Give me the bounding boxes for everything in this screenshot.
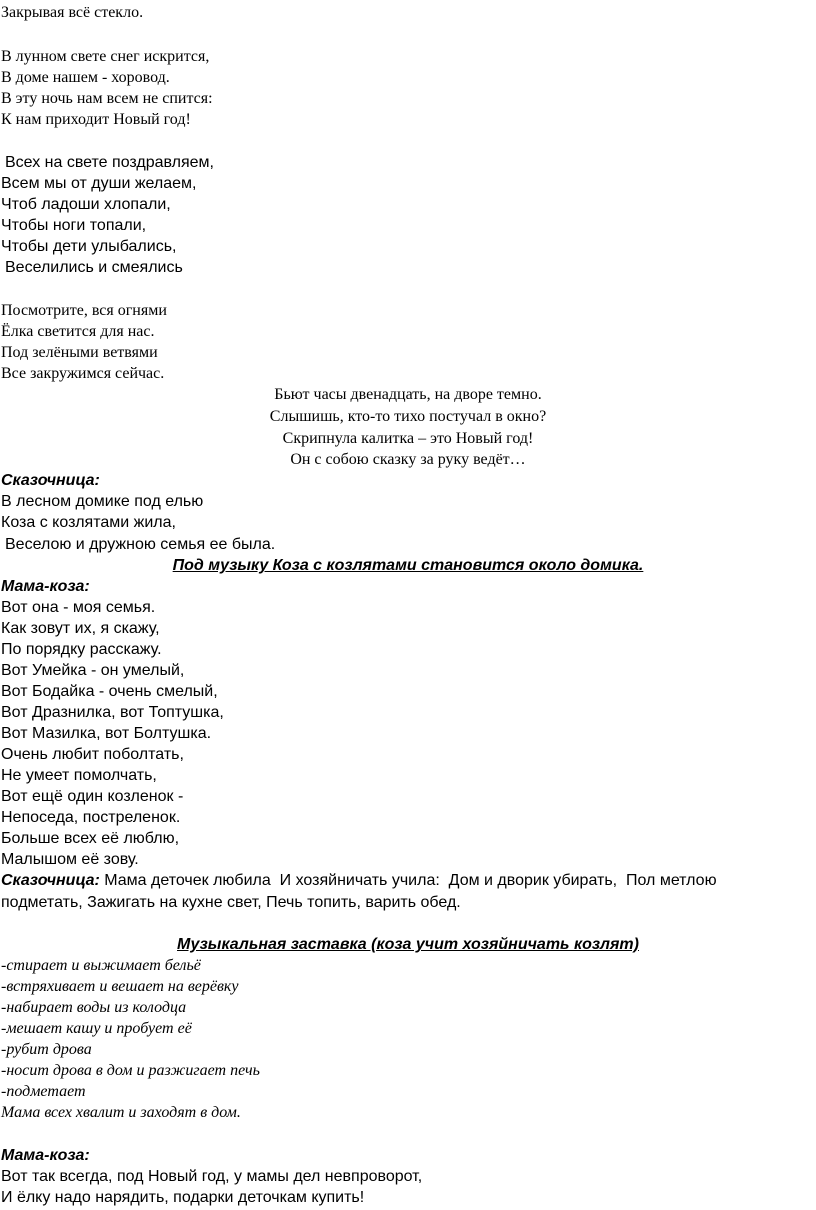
stanza1-line: В лунном свете снег искрится, (1, 48, 210, 65)
mama-goat-line: Как зовут их, я скажу, (1, 620, 160, 637)
stanza4-line: Бьют часы двенадцать, на дворе темно. (274, 386, 542, 403)
stanza2-line: Веселились и смеялись (5, 259, 183, 276)
interlude-action: -подметает (1, 1083, 86, 1100)
mama-goat-line: Не умеет помолчать, (1, 767, 157, 784)
stage-direction: Под музыку Коза с козлятами становится около домика. (172, 557, 644, 574)
stanza3-line: Ёлка светится для нас. (1, 323, 155, 340)
storyteller-line: Коза с козлятами жила, (1, 514, 176, 531)
stanza2-line: Всех на свете поздравляем, (5, 154, 214, 171)
mama-goat-line: Вот она - моя семья. (1, 599, 156, 616)
stanza2-line: Чтобы ноги топали, (1, 217, 147, 234)
mama-goat-line: Вот Дразнилка, вот Топтушка, (1, 704, 224, 721)
interlude-action: -стирает и выжимает бельё (1, 957, 201, 974)
mama-goat-line: Вот ещё один козленок - (1, 788, 184, 805)
mama-goat-line: И ёлку надо нарядить, подарки деточкам купить! (1, 1189, 365, 1206)
stanza4-line: Он с собою сказку за руку ведёт… (290, 451, 526, 468)
storyteller-text: Мама деточек любила И хозяйничать учила: Дом и дворик убирать, Пол метлою (99, 872, 717, 889)
speaker-label: Сказочница: (1, 872, 100, 889)
stanza3-line: Все закружимся сейчас. (1, 365, 165, 382)
stanza1-line: В эту ночь нам всем не спится: (1, 90, 213, 107)
opening-line: Закрывая всё стекло. (1, 4, 144, 21)
storyteller-line: Веселою и дружною семья ее была. (5, 536, 276, 553)
speaker-label: Сказочница: (1, 472, 100, 489)
mama-goat-line: Малышом её зову. (1, 851, 139, 868)
mama-goat-line: Вот так всегда, под Новый год, у мамы дел невпроворот, (1, 1168, 423, 1185)
stanza1-line: В доме нашем - хоровод. (1, 69, 170, 86)
interlude-title: Музыкальная заставка (коза учит хозяйничать козлят) (177, 936, 639, 953)
storyteller-paragraph-line1 (1, 870, 717, 891)
stanza4-line: Слышишь, кто-то тихо постучал в окно? (269, 408, 547, 425)
stanza2-line: Всем мы от души желаем, (1, 175, 197, 192)
stanza2-line: Чтобы дети улыбались, (1, 238, 177, 255)
mama-goat-line: Очень любит поболтать, (1, 746, 184, 763)
interlude-action: Мама всех хвалит и заходят в дом. (1, 1104, 241, 1121)
stanza4-line: Скрипнула калитка – это Новый год! (282, 430, 534, 447)
interlude-action: -набирает воды из колодца (1, 999, 187, 1016)
speaker-label: Мама-коза: (1, 578, 90, 595)
speaker-label: Мама-коза: (1, 1147, 90, 1164)
mama-goat-line: По порядку расскажу. (1, 641, 162, 658)
stanza3-line: Посмотрите, вся огнями (1, 302, 167, 319)
stanza2-line: Чтоб ладоши хлопали, (1, 196, 171, 213)
mama-goat-line: Вот Умейка - он умелый, (1, 662, 185, 679)
interlude-action: -рубит дрова (1, 1041, 92, 1058)
stanza1-line: К нам приходит Новый год! (1, 111, 191, 128)
interlude-action: -носит дрова в дом и разжигает печь (1, 1062, 260, 1079)
mama-goat-line: Вот Бодайка - очень смелый, (1, 683, 218, 700)
mama-goat-line: Непоседа, постреленок. (1, 809, 181, 826)
mama-goat-line: Вот Мазилка, вот Болтушка. (1, 725, 212, 742)
storyteller-line: В лесном домике под елью (1, 493, 204, 510)
interlude-action: -мешает кашу и пробует её (1, 1020, 192, 1037)
interlude-action: -встряхивает и вешает на верёвку (1, 978, 239, 995)
stanza3-line: Под зелёными ветвями (1, 344, 158, 361)
storyteller-paragraph-line2: подметать, Зажигать на кухне свет, Печь топить, варить обед. (1, 894, 461, 911)
mama-goat-line: Больше всех её люблю, (1, 830, 180, 847)
